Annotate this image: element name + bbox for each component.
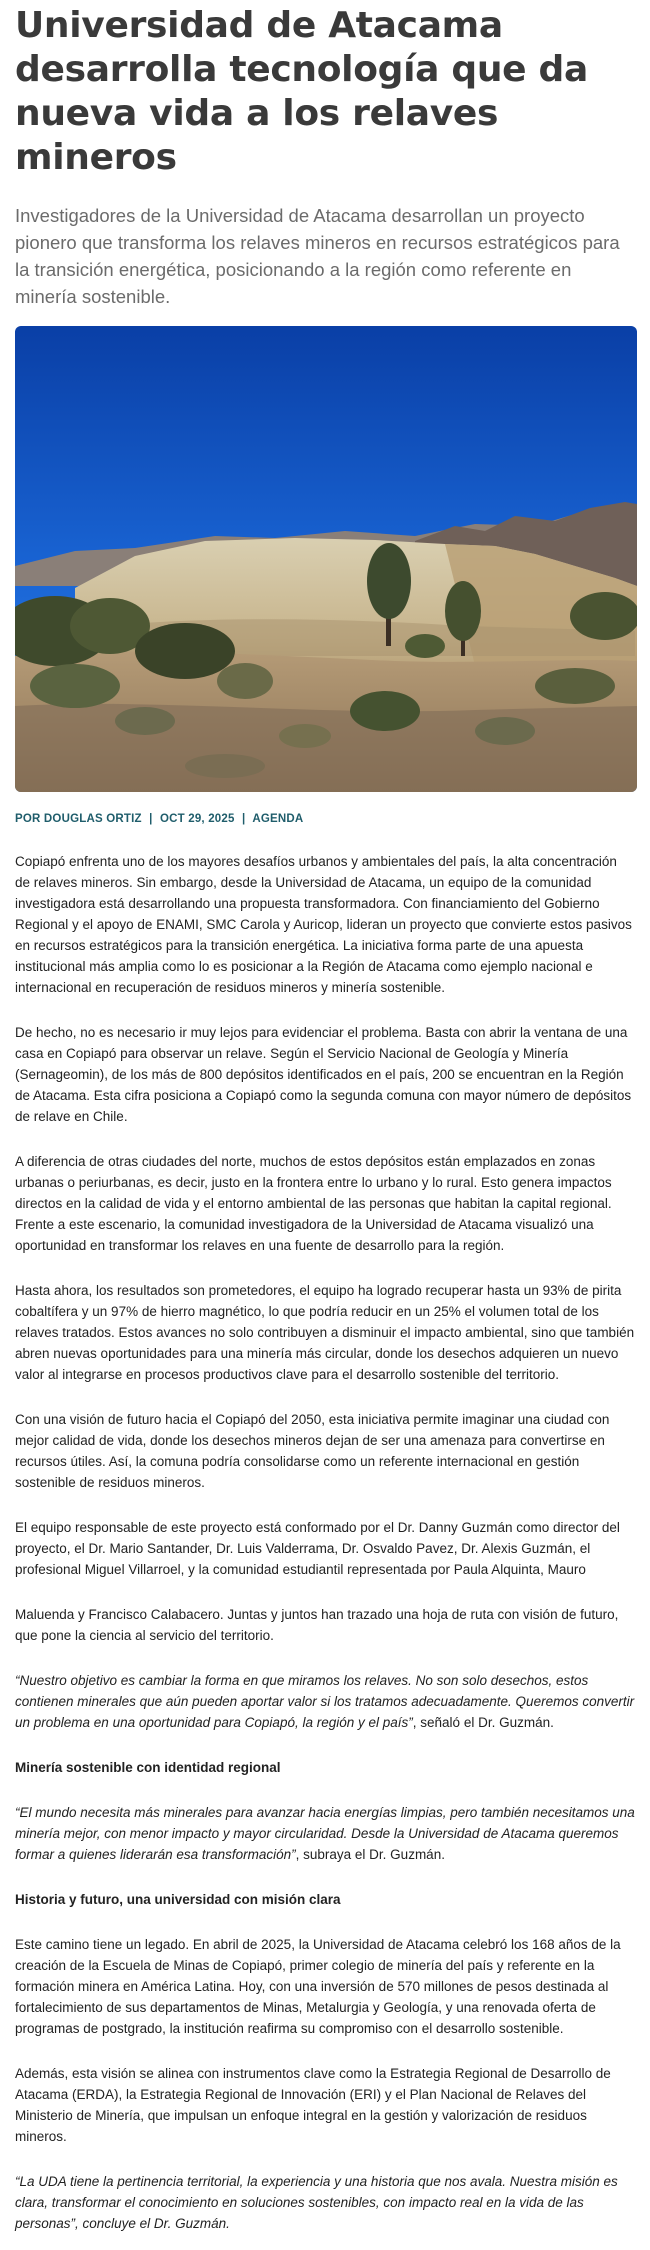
quote-text: “El mundo necesita más minerales para avanzar hacia energías limpias, pero también necesitamos una minería mejor, con menor impacto y mayor circularidad. Desde la Universidad de Atacama queremos formar a quienes liderarán esa transformación” xyxy=(15,1805,635,1862)
quote-paragraph xyxy=(15,2171,635,2234)
body-paragraph: Con una visión de futuro hacia el Copiapó del 2050, esta iniciativa permite imaginar una ciudad con mejor calidad de vida, donde los desechos mineros dejan de ser una amenaza para convertirse en recursos útiles. Así, la comuna podría consolidarse como un referente internacional en gestión sostenible de residuos mineros. xyxy=(15,1412,610,1490)
quote-paragraph xyxy=(15,1670,635,1733)
body-paragraph: Además, esta visión se alinea con instrumentos clave como la Estrategia Regional de Desarrollo de Atacama (ERDA), la Estrategia Regional de Innovación (ERI) y el Plan Nacional de Relaves del Ministerio de Minería, que impulsan un enfoque integral en la gestión y valorización de residuos mineros. xyxy=(15,2066,611,2144)
quote-text: “Nuestro objetivo es cambiar la forma en que miramos los relaves. No son solo desechos, estos contienen minerales que aún pueden aportar valor si los tratamos adecuadamente. Queremos convertir un problema en una oportunidad para Copiapó, la región y el país” xyxy=(15,1673,635,1730)
byline-separator: | xyxy=(149,813,153,825)
article-body xyxy=(15,851,635,2234)
section-heading: Historia y futuro, una universidad con misión clara xyxy=(15,1892,341,1907)
body-paragraph: De hecho, no es necesario ir muy lejos para evidenciar el problema. Basta con abrir la ventana de una casa en Copiapó para observar un relave. Según el Servicio Nacional de Geología y Minería (Sernageomin), de los más de 800 depósitos identificados en el país, 200 se encuentran en la Región de Atacama. Esta cifra posiciona a Copiapó como la segunda comuna con mayor número de depósitos de relave en Chile. xyxy=(15,1025,632,1124)
article-lead: Investigadores de la Universidad de Atacama desarrollan un proyecto pionero que transforma los relaves mineros en recursos estratégicos para la transición energética, posicionando a la región como referente en minería sostenible. xyxy=(15,205,620,307)
article-byline xyxy=(15,813,635,825)
body-paragraph: A diferencia de otras ciudades del norte, muchos de estos depósitos están emplazados en zonas urbanas o periurbanas, es decir, justo en la frontera entre lo urbano y lo rural. Esto genera impactos directos en la calidad de vida y el entorno ambiental de las personas que habitan la capital regional. Frente a este escenario, la comunidad investigadora de la Universidad de Atacama visualizó una oportunidad en transformar los relaves en una fuente de desarrollo para la región. xyxy=(15,1154,612,1253)
byline-author[interactable]: POR DOUGLAS ORTIZ xyxy=(15,813,142,825)
quote-attribution: , señaló el Dr. Guzmán. xyxy=(412,1715,554,1730)
body-paragraph: Este camino tiene un legado. En abril de 2025, la Universidad de Atacama celebró los 168 años de la creación de la Escuela de Minas de Copiapó, primer colegio de minería del país y referente en la formación minera en América Latina. Hoy, con una inversión de 570 millones de pesos destinada al fortalecimiento de sus departamentos de Minas, Metalurgia y Geología, y una renovada oferta de programas de postgrado, la institución reafirma su compromiso con el desarrollo sostenible. xyxy=(15,1937,621,2036)
body-paragraph: Maluenda y Francisco Calabacero. Juntas y juntos han trazado una hoja de ruta con visión de futuro, que pone la ciencia al servicio del territorio. xyxy=(15,1607,619,1643)
quote-attribution: , concluye el Dr. Guzmán. xyxy=(75,2216,230,2231)
section-heading: Minería sostenible con identidad regional xyxy=(15,1760,281,1775)
quote-text: “La UDA tiene la pertinencia territorial, la experiencia y una historia que nos avala. Nuestra misión es clara, transformar el conocimiento en soluciones sostenibles, con impacto real en la vida de las personas” xyxy=(15,2174,618,2231)
body-paragraph: Hasta ahora, los resultados son prometedores, el equipo ha logrado recuperar hasta un 93% de pirita cobaltífera y un 97% de hierro magnético, lo que podría reducir en un 25% el volumen total de los relaves tratados. Estos avances no solo contribuyen a disminuir el impacto ambiental, sino que también abren nuevas oportunidades para una minería más circular, donde los desechos adquieren un nuevo valor al integrarse en procesos productivos clave para el desarrollo sostenible del territorio. xyxy=(15,1283,635,1382)
article-title: Universidad de Atacama desarrolla tecnología que da nueva vida a los relaves mineros xyxy=(15,5,588,178)
quote-attribution: , subraya el Dr. Guzmán. xyxy=(295,1847,445,1862)
byline-category[interactable]: AGENDA xyxy=(252,813,304,825)
byline-date: OCT 29, 2025 xyxy=(159,813,235,825)
byline-separator: | xyxy=(242,813,246,825)
hero-image xyxy=(15,326,637,792)
quote-paragraph xyxy=(15,1802,635,1865)
body-paragraph: Copiapó enfrenta uno de los mayores desafíos urbanos y ambientales del país, la alta concentración de relaves mineros. Sin embargo, desde la Universidad de Atacama, un equipo de la comunidad investigadora está desarrollando una propuesta transformadora. Con financiamiento del Gobierno Regional y el apoyo de ENAMI, SMC Carola y Auricop, lideran un proyecto que convierte estos pasivos en recursos estratégicos para la transición energética. La iniciativa forma parte de una apuesta institucional más amplia como lo es posicionar a la Región de Atacama como ejemplo nacional e internacional en recuperación de residuos mineros y minería sostenible. xyxy=(15,854,632,995)
body-paragraph: El equipo responsable de este proyecto está conformado por el Dr. Danny Guzmán como director del proyecto, el Dr. Mario Santander, Dr. Luis Valderrama, Dr. Osvaldo Pavez, Dr. Alexis Guzmán, el profesional Miguel Villarroel, y la comunidad estudiantil representada por Paula Alquinta, Mauro xyxy=(15,1520,620,1577)
